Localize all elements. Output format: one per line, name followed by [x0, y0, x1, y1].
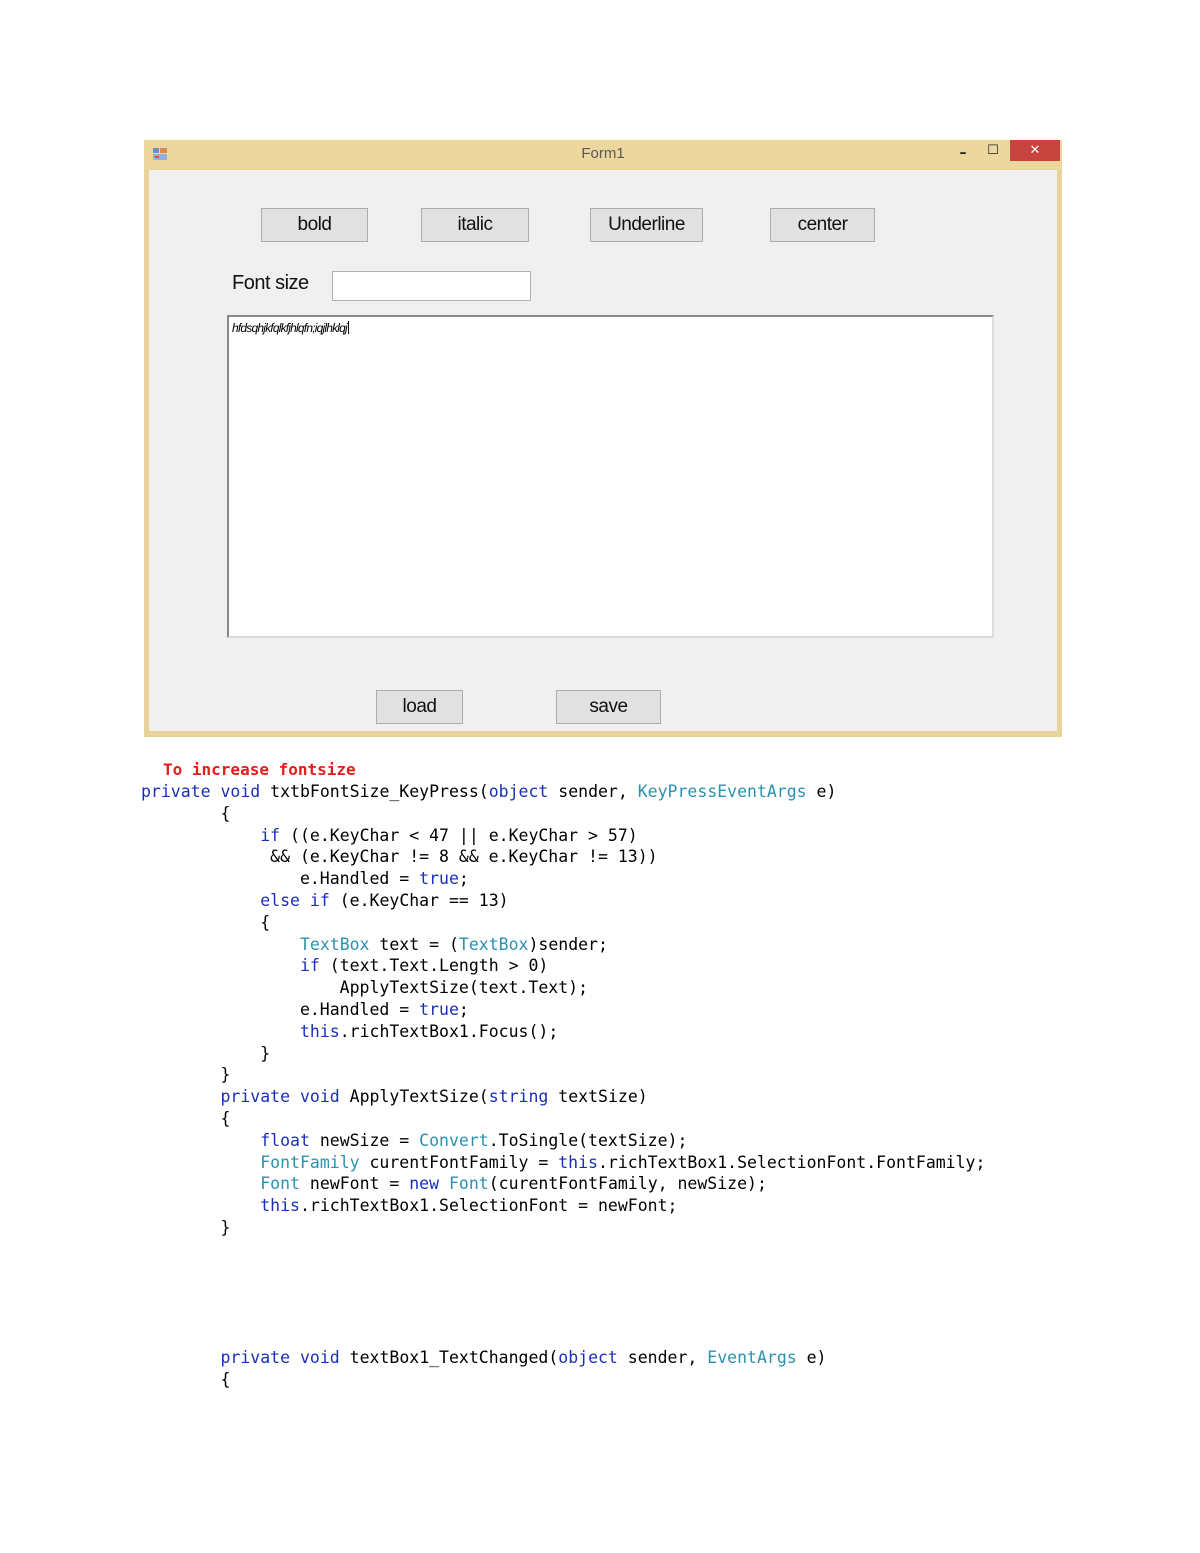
code-token: } [141, 1043, 271, 1063]
code-token: true [419, 999, 459, 1019]
italic-button[interactable]: italic [421, 208, 529, 242]
code-token: if [309, 890, 330, 910]
section-heading: To increase fontsize [163, 760, 356, 779]
code-token: (curentFontFamily, newSize); [488, 1174, 767, 1194]
code-line [141, 868, 985, 890]
code-line [141, 1347, 827, 1369]
code-token: sender, [617, 1348, 708, 1367]
code-token: { [141, 1369, 231, 1389]
code-token [141, 1174, 260, 1193]
code-line [141, 1130, 985, 1152]
code-line [141, 890, 985, 912]
code-token: if [299, 956, 320, 976]
code-line [141, 955, 985, 977]
code-token: if [260, 825, 281, 845]
code-token: Font [260, 1174, 300, 1194]
code-line [141, 1173, 985, 1195]
code-token: float [260, 1130, 310, 1150]
code-token: string [488, 1087, 549, 1107]
code-token: object [488, 782, 549, 801]
code-token: textSize) [548, 1087, 648, 1107]
code-token: private [220, 1348, 291, 1367]
code-token: ApplyTextSize( [339, 1087, 489, 1107]
code-token: Convert [419, 1130, 489, 1150]
maximize-button[interactable]: ☐ [987, 143, 999, 158]
code-token [141, 935, 300, 954]
window-title: Form1 [581, 145, 625, 162]
title-bar[interactable] [144, 140, 1062, 169]
code-token: newFont = [299, 1174, 410, 1194]
code-token: .richTextBox1.SelectionFont.FontFamily; [598, 1152, 986, 1172]
code-token: (text.Text.Length > 0) [319, 956, 549, 976]
code-token: && (e.KeyChar != 8 && e.KeyChar != 13)) [141, 847, 658, 867]
code-token: void [299, 1087, 340, 1107]
code-token: true [419, 869, 459, 889]
code-token: } [141, 1217, 231, 1237]
underline-button[interactable]: Underline [590, 208, 703, 242]
code-line [141, 1108, 985, 1130]
code-token: { [141, 1108, 231, 1128]
code-token: { [141, 803, 231, 823]
code-line [141, 999, 985, 1021]
code-token: e) [806, 782, 837, 801]
code-token [290, 1348, 300, 1367]
code-line [141, 1064, 985, 1086]
code-token [141, 956, 300, 975]
code-listing-textchanged [141, 1347, 827, 1391]
code-token: this [260, 1196, 300, 1216]
code-line [141, 846, 985, 868]
code-token: new [409, 1174, 440, 1194]
font-size-input[interactable] [332, 271, 531, 301]
code-token [141, 826, 260, 845]
load-button[interactable]: load [376, 690, 463, 724]
code-token: this [299, 1021, 340, 1041]
code-line [141, 912, 985, 934]
code-token [300, 891, 310, 910]
code-token: void [220, 782, 261, 801]
code-line [141, 825, 985, 847]
code-token [290, 1087, 300, 1106]
center-button[interactable]: center [770, 208, 875, 242]
code-token: e.Handled = [141, 869, 420, 889]
code-token: private [141, 782, 211, 801]
code-line [141, 803, 985, 825]
code-token: void [299, 1348, 340, 1367]
code-token: private [220, 1087, 291, 1107]
code-token: .richTextBox1.Focus(); [339, 1021, 559, 1041]
code-token: )sender; [528, 934, 608, 954]
code-token: TextBox [299, 934, 370, 954]
save-button[interactable]: save [556, 690, 661, 724]
code-token [141, 1022, 300, 1041]
code-line [141, 1152, 985, 1174]
code-token: txtbFontSize_KeyPress( [260, 782, 489, 801]
rich-text-content [232, 321, 349, 335]
code-token: sender, [548, 782, 638, 801]
code-token [439, 1174, 449, 1193]
code-token: object [558, 1348, 618, 1367]
code-token: text = ( [369, 934, 459, 954]
code-token: .richTextBox1.SelectionFont = newFont; [299, 1196, 678, 1216]
code-token: else [260, 890, 300, 910]
code-token: KeyPressEventArgs [637, 782, 807, 801]
code-token: ; [458, 869, 469, 889]
minimize-button[interactable]: – [959, 144, 967, 161]
code-line [141, 1043, 985, 1065]
code-token: e) [796, 1348, 827, 1367]
code-token: .ToSingle(textSize); [488, 1130, 688, 1150]
code-token: { [141, 912, 271, 932]
code-token: } [141, 1065, 231, 1085]
code-token [141, 1153, 260, 1172]
code-line [141, 781, 985, 803]
code-token: EventArgs [707, 1348, 797, 1367]
code-token: FontFamily [260, 1152, 360, 1172]
code-line [141, 977, 985, 999]
code-line [141, 1369, 827, 1391]
code-token: ; [458, 999, 469, 1019]
form-client-area [149, 170, 1057, 731]
code-token: curentFontFamily = [359, 1152, 559, 1172]
code-token: newSize = [309, 1130, 420, 1150]
code-line [141, 1217, 985, 1239]
text-caret [348, 321, 349, 334]
code-line [141, 1086, 985, 1108]
code-token: Font [449, 1174, 489, 1194]
rich-text-box[interactable] [227, 315, 994, 638]
code-token [141, 1196, 260, 1215]
code-token: TextBox [458, 934, 529, 954]
font-size-label: Font size [232, 272, 309, 294]
code-token: ((e.KeyChar < 47 || e.KeyChar > 57) [280, 825, 638, 845]
code-token [141, 1348, 220, 1367]
code-token: this [558, 1152, 598, 1172]
code-token: e.Handled = [141, 999, 420, 1019]
code-line [141, 1195, 985, 1217]
code-token [141, 1131, 260, 1150]
code-token [211, 782, 221, 801]
code-line [141, 934, 985, 956]
code-token [141, 1087, 220, 1106]
code-token [141, 891, 260, 910]
form1-window [144, 140, 1062, 737]
code-line [141, 1021, 985, 1043]
code-token: textBox1_TextChanged( [339, 1348, 559, 1367]
code-token: (e.KeyChar == 13) [329, 890, 509, 910]
bold-button[interactable]: bold [261, 208, 368, 242]
rich-text-value: hfdsqhjkfqlkfjhlqfn;iqjlhklqj [232, 321, 347, 335]
code-listing-keypress [141, 781, 985, 1239]
close-button[interactable]: ✕ [1010, 140, 1060, 161]
code-token: ApplyTextSize(text.Text); [141, 978, 589, 998]
